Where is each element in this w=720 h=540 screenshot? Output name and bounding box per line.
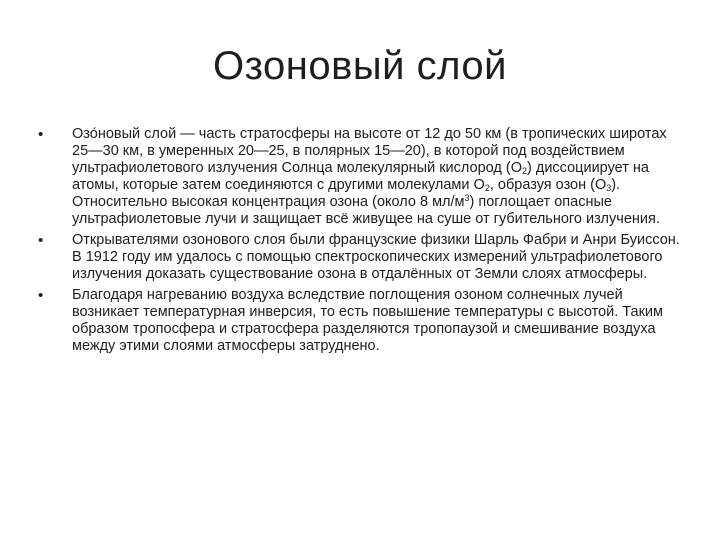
subscript: 2 (484, 183, 490, 193)
paragraph-temperature-inversion: Благодаря нагреванию воздуха вследствие поглощения озоном солнечных лучей возникает температурная инверсия, то есть повышение температуры с высотой. Таким образом тропосфера и стратосфера разделяются тропопаузой и смешивание воздуха между этими слоями атмосферы затруднено. (72, 287, 663, 354)
term: Озо́новый слой (72, 126, 177, 142)
subscript: 3 (606, 183, 612, 193)
text-run: — часть стратосферы на высоте от 12 до 50 км (в тропических широтах 25—30 км, в умеренных 20—25, в полярных 15—20), в которой под воздействием ультрафиолетового излучения Солнца молекулярный кислород (O (72, 126, 667, 176)
superscript: 3 (464, 193, 470, 203)
bullet-icon: • (38, 287, 44, 304)
bullet-icon: • (38, 126, 44, 143)
paragraph-discoverers: Открывателями озонового слоя были французские физики Шарль Фабри и Анри Буиссон. В 1912 году им удалось с помощью спектроскопических измерений ультрафиолетового излучения доказать существование озона в отдалённых от Земли слоях атмосферы. (72, 232, 680, 282)
text-run: ). Относительно высокая концентрация озона (около 8 мл/м (72, 177, 621, 210)
paragraph-ozone-definition (72, 126, 686, 228)
text-run: ) диссоциирует на атомы, которые затем соединяются с другими молекулами O (72, 160, 649, 193)
text-run: ) поглощает опасные ультрафиолетовые лучи и защищает всё живущее на суше от губительного излучения. (72, 194, 660, 227)
list-item (36, 126, 686, 228)
slide-title: Озоновый слой (213, 44, 507, 88)
bullet-icon: • (38, 232, 44, 249)
text-run: , образуя озон (O (489, 177, 607, 193)
subscript: 2 (522, 166, 528, 176)
list-item (36, 232, 686, 283)
list-item (36, 287, 686, 355)
bullet-list (36, 126, 686, 359)
